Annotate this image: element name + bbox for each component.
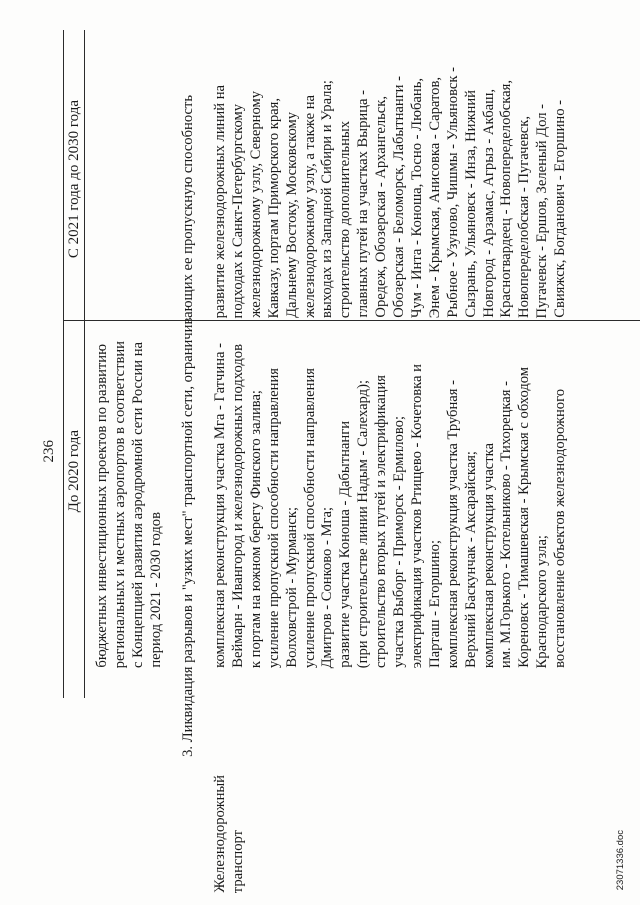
row-col2-line: электрификация участков Ртищево - Кочетовка и [408, 363, 425, 668]
row-col3-line: Свияжск, Богданович - Егоршино - [552, 100, 569, 318]
row-col2-line: восстановление объектов железнодорожного [552, 389, 569, 668]
section-heading: 3. Ликвидация разрывов и "узких мест" транспортной сети, ограничивающих ее пропускную способность [180, 95, 196, 757]
row-col2-line: Волховстрой - Мурманск; [283, 507, 300, 668]
row-col3-line: Обозерская - Беломорск, Лабытнанги - [391, 76, 407, 318]
row-col3-line: Оредеж, Обозерская - Архангельск, [373, 96, 390, 318]
header-col2: До 2020 года [66, 430, 82, 513]
row-col2-line: Краснодарского узла; [534, 534, 551, 668]
row-col3-line: главных путей на участках Вырица - [355, 90, 372, 318]
row-col2-line: им. М.Горького - Котельниково - Тихорецкая - [498, 380, 515, 668]
row-col2-line: развитие участка Коноша - Дабытнанги [337, 421, 354, 668]
row-col2-line: Веймарн - Ивангород и железнодорожных подходов [229, 344, 246, 668]
row-col2-line: Парташ - Егоршино; [426, 540, 443, 668]
row-col3-line: Энем - Крымская, Анисовка - Саратов, [426, 76, 443, 318]
row-col2-line: комплексная реконструкция участка Мга - Гатчина - [212, 343, 228, 668]
prev-row-line: период 2021 - 2030 годов [147, 512, 164, 668]
row-col2-line: Дмитров - Сонково - Мга; [319, 506, 336, 668]
row-col1-line: транспорт [229, 829, 246, 893]
row-col3-line: развитие железнодорожных линий на [212, 84, 228, 318]
row-col3-line: Новопеределобская - Пугачевск, [516, 116, 533, 318]
row-col3-line: железнодорожному узлу, Северному [247, 91, 264, 318]
row-col1-line: Железнодорожный [212, 775, 228, 893]
row-col2-line: усиление пропускной способности направления [301, 367, 318, 668]
header-bottom-rule [84, 30, 85, 698]
row-col3-line: Кавказу, портам Приморского края, [265, 97, 282, 318]
row-col3-line: Чум - Инта - Коноша, Тосно - Любань, [408, 78, 425, 318]
row-col3-line: Рыбное - Узуново, Чишмы - Ульяновск - [444, 67, 461, 318]
row-col2-line: строительство вторых путей и электрификация [373, 374, 390, 668]
prev-row-line: с Концепцией развития аэродромной сети России на [129, 341, 146, 668]
row-col3-line: Дальнему Востоку, Московскому [283, 112, 300, 318]
row-col3-line: железнодорожному узлу, а также на [301, 95, 318, 318]
row-col2-line: (при строительстве линии Надым - Салехард); [355, 379, 372, 668]
file-code: 23071336.doc [615, 830, 626, 891]
page-number: 236 [41, 440, 57, 463]
row-col2-line: комплексная реконструкция участка Трубная - [444, 379, 461, 668]
row-col2-line: комплексная реконструкция участка [480, 442, 497, 668]
body-col-divider [84, 320, 640, 321]
row-col3-line: Красногвардеец - Новопеределобская, [498, 80, 515, 318]
row-col2-line: Кореновск - Тимашевская - Крымская с обходом [516, 367, 533, 668]
row-col2-line: Верхний Баскунчак - Аксарайская; [462, 451, 479, 668]
row-col3-line: подходах к Санкт-Петербургскому [229, 103, 246, 318]
row-col3-line: Пугачевск - Ершов, Зеленый Дол - [534, 103, 551, 318]
row-col3-line: выходах из Западной Сибири и Урала; [319, 79, 336, 318]
row-col2-line: участка Выборг - Приморск - Ермилово; [391, 416, 407, 668]
header-col-divider [63, 320, 84, 321]
row-col2-line: к портам на южном берегу Финского залива; [247, 389, 264, 668]
row-col3-line: строительство дополнительных [337, 120, 354, 318]
header-col3: С 2021 года до 2030 года [66, 100, 82, 259]
row-col3-line: Сызрань, Ульяновск - Инза, Нижний [462, 90, 479, 318]
prev-row-line: бюджетных инвестиционных проектов по развитию [94, 344, 110, 668]
prev-row-line: региональных и местных аэропортов в соответствии [111, 340, 128, 668]
row-col2-line: усиление пропускной способности направления [265, 367, 282, 668]
table-top-rule [63, 30, 64, 698]
row-col3-line: Новгород - Арзамас, Агрыз - Акбаш, [480, 89, 497, 318]
